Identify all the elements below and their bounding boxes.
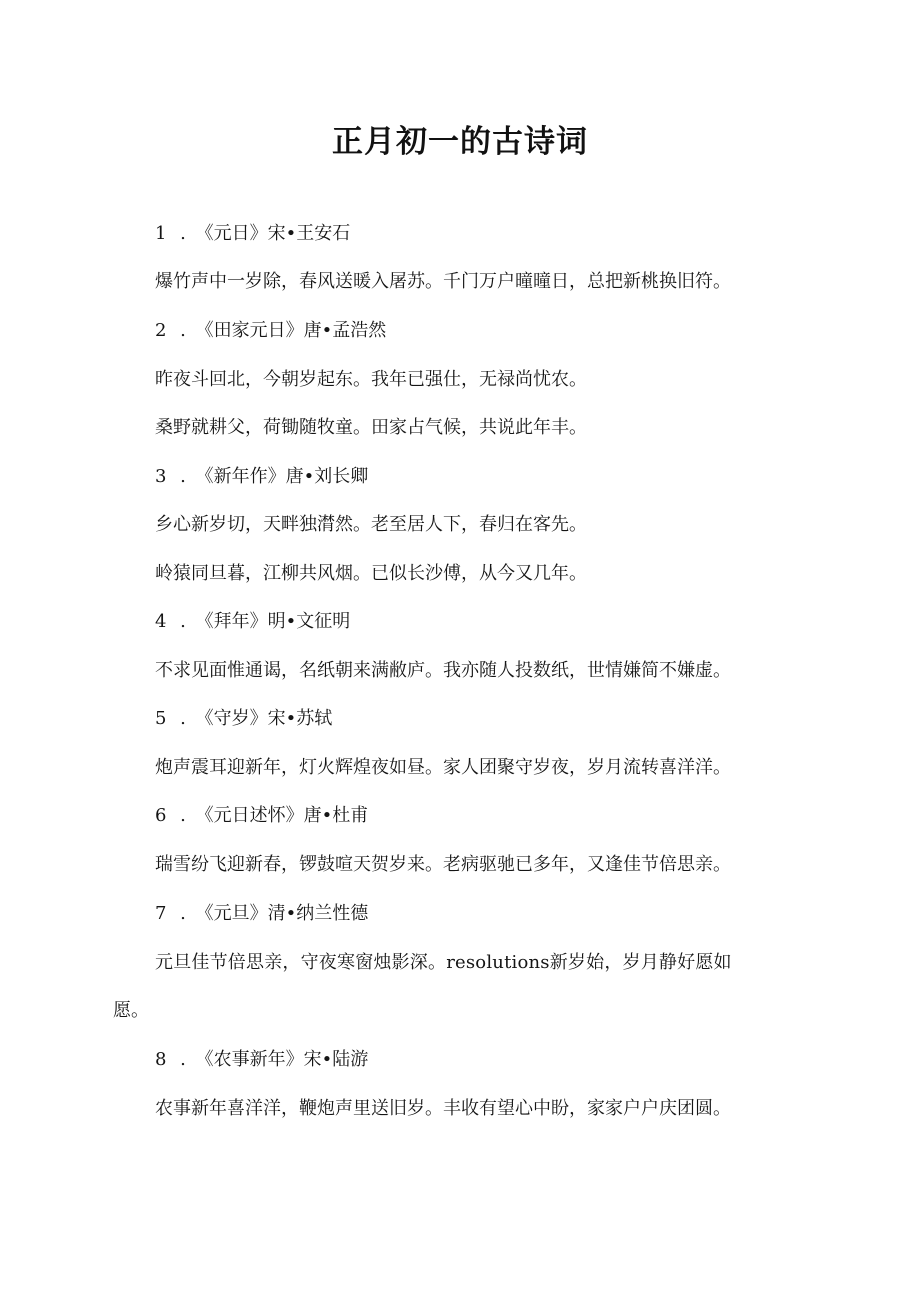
poem-line: 岭猿同旦暮，江柳共风烟。已似长沙傅，从今又几年。 bbox=[155, 563, 587, 584]
poem-title: 《元日》宋•王安石 bbox=[195, 223, 351, 244]
poem-line: 昨夜斗回北，今朝岁起东。我年已强仕，无禄尚忧农。 bbox=[155, 369, 587, 390]
poem-line-continuation: 愿。 bbox=[113, 1000, 149, 1021]
poem-line: 元旦佳节倍思亲，守夜寒窗烛影深。resolutions新岁始，岁月静好愿如 bbox=[155, 952, 732, 973]
poem-number: 8 . bbox=[155, 1049, 190, 1070]
poem-heading bbox=[155, 610, 350, 634]
poem-heading bbox=[155, 902, 368, 926]
poem-heading bbox=[155, 319, 386, 343]
poem-number: 7 . bbox=[155, 903, 190, 924]
poem-heading bbox=[155, 222, 350, 246]
poem-title: 《元日述怀》唐•杜甫 bbox=[195, 805, 369, 826]
poem-title: 《元旦》清•纳兰性德 bbox=[195, 903, 369, 924]
poem-heading bbox=[155, 707, 332, 731]
poem-heading bbox=[155, 1048, 368, 1072]
poem-number: 3 . bbox=[155, 466, 190, 487]
poem-number: 1 . bbox=[155, 223, 190, 244]
page-title: 正月初一的古诗词 bbox=[332, 124, 588, 160]
poem-line: 瑞雪纷飞迎新春，锣鼓喧天贺岁来。老病驱驰已多年，又逢佳节倍思亲。 bbox=[155, 854, 731, 875]
poem-title: 《拜年》明•文征明 bbox=[195, 611, 351, 632]
poem-heading bbox=[155, 465, 368, 489]
poem-title: 《新年作》唐•刘长卿 bbox=[195, 466, 369, 487]
poem-title: 《守岁》宋•苏轼 bbox=[195, 708, 333, 729]
poem-number: 2 . bbox=[155, 320, 190, 341]
poem-number: 4 . bbox=[155, 611, 190, 632]
poem-title: 《农事新年》宋•陆游 bbox=[195, 1049, 369, 1070]
poem-line: 桑野就耕父，荷锄随牧童。田家占气候，共说此年丰。 bbox=[155, 417, 587, 438]
poem-number: 5 . bbox=[155, 708, 190, 729]
poem-line: 爆竹声中一岁除，春风送暖入屠苏。千门万户曈曈日，总把新桃换旧符。 bbox=[155, 271, 731, 292]
poem-line: 农事新年喜洋洋，鞭炮声里送旧岁。丰收有望心中盼，家家户户庆团圆。 bbox=[155, 1098, 731, 1119]
poem-line: 不求见面惟通谒，名纸朝来满敝庐。我亦随人投数纸，世情嫌简不嫌虚。 bbox=[155, 660, 731, 681]
poem-title: 《田家元日》唐•孟浩然 bbox=[195, 320, 387, 341]
poem-number: 6 . bbox=[155, 805, 190, 826]
poem-heading bbox=[155, 804, 368, 828]
poem-line: 炮声震耳迎新年，灯火辉煌夜如昼。家人团聚守岁夜，岁月流转喜洋洋。 bbox=[155, 757, 731, 778]
poem-line: 乡心新岁切，天畔独潸然。老至居人下，春归在客先。 bbox=[155, 514, 587, 535]
